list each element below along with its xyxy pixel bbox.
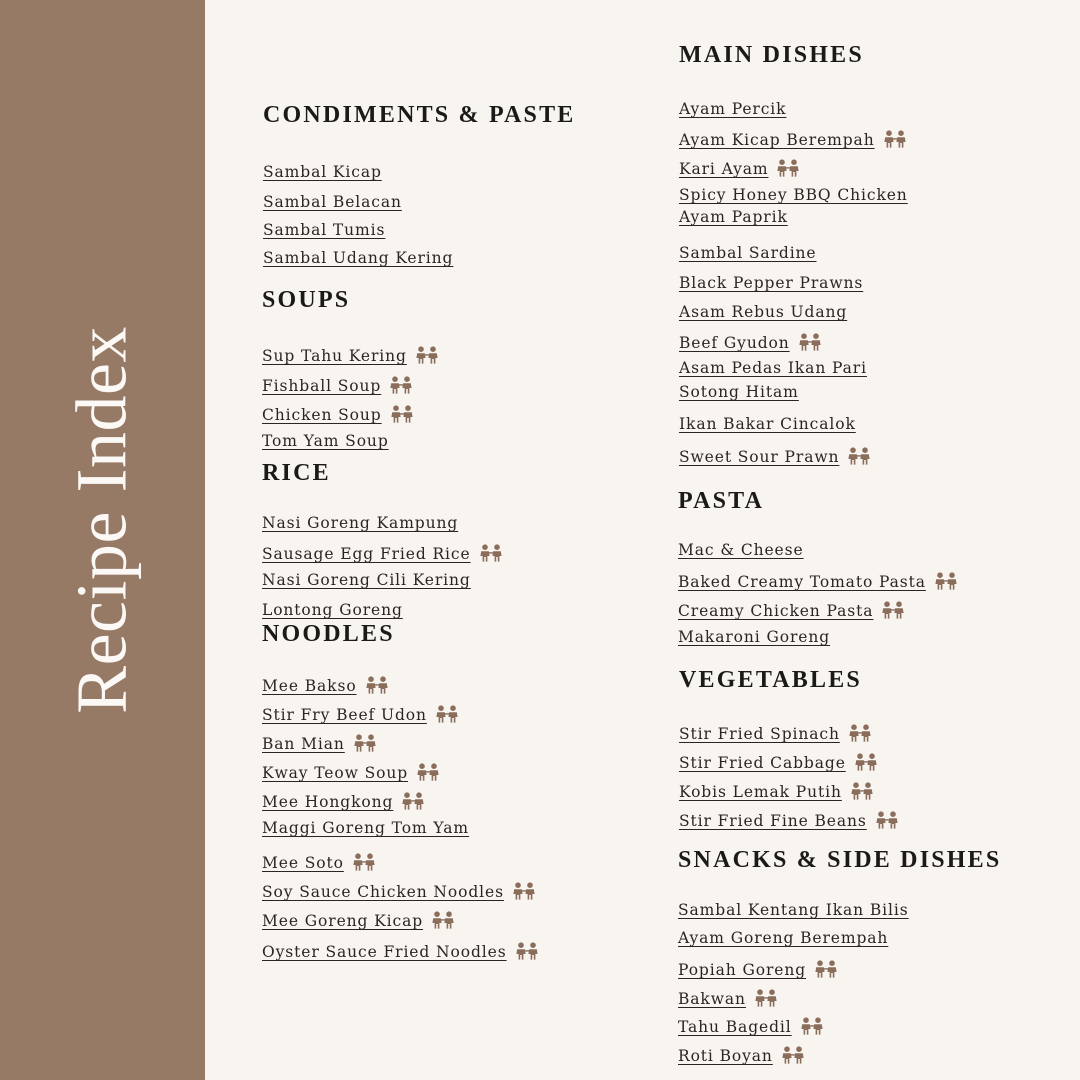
section-title: MAIN DISHES — [679, 42, 864, 68]
recipe-link[interactable]: Black Pepper Prawns — [679, 274, 864, 292]
kids-icon — [847, 447, 871, 469]
section-soups — [262, 287, 407, 450]
kids-icon — [353, 734, 377, 756]
list-item — [679, 724, 872, 746]
recipe-link[interactable]: Stir Fry Beef Udon — [262, 706, 427, 724]
list-item — [262, 434, 389, 450]
list-item — [679, 753, 878, 775]
list-item — [262, 376, 413, 398]
recipe-link[interactable]: Sweet Sour Prawn — [679, 448, 840, 466]
kids-icon — [881, 601, 905, 623]
list-item — [678, 601, 905, 623]
list-item — [679, 333, 822, 355]
recipe-link[interactable]: Sambal Belacan — [263, 193, 402, 211]
section-vegetables — [679, 667, 867, 830]
kids-icon — [800, 1017, 824, 1039]
recipe-link[interactable]: Roti Boyan — [678, 1047, 773, 1065]
recipe-link[interactable]: Sambal Udang Kering — [263, 249, 454, 267]
recipe-link[interactable]: Maggi Goreng Tom Yam — [262, 819, 470, 837]
list-item — [263, 223, 385, 239]
list-item — [679, 130, 907, 152]
list-item — [263, 251, 453, 267]
recipe-link[interactable]: Ayam Percik — [679, 100, 787, 118]
section-title: SOUPS — [262, 287, 351, 313]
kids-icon — [415, 346, 439, 368]
kids-icon — [352, 853, 376, 875]
recipe-link[interactable]: Sotong Hitam — [679, 383, 799, 401]
recipe-link[interactable]: Stir Fried Spinach — [679, 725, 840, 743]
kids-icon — [798, 333, 822, 355]
list-item — [678, 630, 830, 646]
list-item — [262, 676, 389, 698]
section-title: VEGETABLES — [679, 667, 862, 693]
recipe-link[interactable]: Makaroni Goreng — [678, 628, 831, 646]
recipe-link[interactable]: Sup Tahu Kering — [262, 347, 407, 365]
list-item — [263, 195, 402, 211]
list-item — [263, 165, 382, 181]
kids-icon — [848, 724, 872, 746]
section-title: CONDIMENTS & PASTE — [263, 102, 576, 128]
recipe-link[interactable]: Ban Mian — [262, 735, 345, 753]
kids-icon — [431, 911, 455, 933]
recipe-link[interactable]: Asam Pedas Ikan Pari — [679, 359, 867, 377]
list-item — [262, 346, 439, 368]
list-item — [679, 811, 899, 833]
recipe-link[interactable]: Stir Fried Fine Beans — [679, 812, 867, 830]
list-item — [262, 821, 469, 837]
recipe-link[interactable]: Sambal Sardine — [679, 244, 817, 262]
kids-icon — [401, 792, 425, 814]
kids-icon — [390, 405, 414, 427]
recipe-link[interactable]: Tahu Bagedil — [678, 1018, 792, 1036]
section-snacks — [678, 847, 1002, 1065]
recipe-link[interactable]: Mee Soto — [262, 854, 344, 872]
recipe-link[interactable]: Ayam Kicap Berempah — [679, 131, 875, 149]
list-item — [678, 903, 909, 919]
list-item — [262, 516, 458, 532]
list-item — [262, 573, 471, 589]
recipe-link[interactable]: Ayam Paprik — [679, 208, 788, 226]
kids-icon — [365, 676, 389, 698]
recipe-link[interactable]: Kobis Lemak Putih — [679, 783, 842, 801]
recipe-link[interactable]: Bakwan — [678, 990, 746, 1008]
list-item — [262, 942, 539, 964]
kids-icon — [435, 705, 459, 727]
recipe-link[interactable]: Nasi Goreng Cili Kering — [262, 571, 471, 589]
section-condiments — [263, 102, 576, 267]
list-item — [678, 989, 778, 1011]
list-item — [262, 911, 455, 933]
list-item — [679, 159, 800, 181]
list-item — [679, 305, 847, 321]
list-item — [679, 385, 799, 401]
kids-icon — [883, 130, 907, 152]
recipe-link[interactable]: Baked Creamy Tomato Pasta — [678, 573, 926, 591]
recipe-link[interactable]: Creamy Chicken Pasta — [678, 602, 874, 620]
page-title: Recipe Index — [61, 326, 142, 714]
recipe-link[interactable]: Mee Goreng Kicap — [262, 912, 424, 930]
recipe-link[interactable]: Beef Gyudon — [679, 334, 790, 352]
kids-icon — [512, 882, 536, 904]
list-item — [678, 1046, 805, 1068]
list-item — [262, 544, 503, 566]
recipe-link[interactable]: Chicken Soup — [262, 406, 382, 424]
list-item — [262, 853, 376, 875]
section-title: SNACKS & SIDE DISHES — [678, 847, 1002, 873]
kids-icon — [776, 159, 800, 181]
list-item — [262, 792, 425, 814]
recipe-link[interactable]: Mee Bakso — [262, 677, 357, 695]
kids-icon — [515, 942, 539, 964]
list-item — [262, 405, 414, 427]
list-item — [678, 931, 888, 947]
recipe-link[interactable]: Tom Yam Soup — [262, 432, 389, 450]
list-item — [679, 102, 786, 118]
recipe-link[interactable]: Kway Teow Soup — [262, 764, 409, 782]
section-title: NOODLES — [262, 621, 395, 647]
kids-icon — [389, 376, 413, 398]
recipe-link[interactable]: Sausage Egg Fried Rice — [262, 545, 471, 563]
section-pasta — [678, 488, 926, 646]
list-item — [679, 361, 867, 377]
section-noodles — [262, 621, 507, 961]
list-item — [679, 188, 908, 204]
list-item — [262, 763, 440, 785]
recipe-link[interactable]: Fishball Soup — [262, 377, 382, 395]
kids-icon — [754, 989, 778, 1011]
kids-icon — [416, 763, 440, 785]
list-item — [679, 246, 817, 262]
recipe-link[interactable]: Sambal Kentang Ikan Bilis — [678, 901, 909, 919]
list-item — [679, 417, 856, 433]
list-item — [679, 210, 788, 226]
recipe-link[interactable]: Spicy Honey BBQ Chicken — [679, 186, 908, 204]
recipe-link[interactable]: Ayam Goreng Berempah — [678, 929, 889, 947]
sidebar — [0, 0, 205, 1080]
recipe-link[interactable]: Kari Ayam — [679, 160, 769, 178]
list-item — [678, 572, 958, 594]
list-item — [678, 543, 804, 559]
recipe-link[interactable]: Soy Sauce Chicken Noodles — [262, 883, 504, 901]
kids-icon — [875, 811, 899, 833]
kids-icon — [479, 544, 503, 566]
list-item — [262, 603, 403, 619]
list-item — [679, 447, 871, 469]
list-item — [262, 734, 377, 756]
kids-icon — [781, 1046, 805, 1068]
recipe-link[interactable]: Stir Fried Cabbage — [679, 754, 846, 772]
recipe-link[interactable]: Mac & Cheese — [678, 541, 804, 559]
recipe-link[interactable]: Lontong Goreng — [262, 601, 403, 619]
section-main — [679, 42, 908, 466]
section-title: PASTA — [678, 488, 765, 514]
recipe-link[interactable]: Mee Hongkong — [262, 793, 394, 811]
list-item — [679, 782, 874, 804]
section-title: RICE — [262, 460, 331, 486]
list-item — [679, 276, 863, 292]
kids-icon — [934, 572, 958, 594]
kids-icon — [850, 782, 874, 804]
list-item — [678, 960, 838, 982]
recipe-link[interactable]: Asam Rebus Udang — [679, 303, 848, 321]
recipe-link[interactable]: Nasi Goreng Kampung — [262, 514, 459, 532]
recipe-link[interactable]: Oyster Sauce Fried Noodles — [262, 943, 507, 961]
recipe-link[interactable]: Ikan Bakar Cincalok — [679, 415, 856, 433]
recipe-link[interactable]: Popiah Goreng — [678, 961, 807, 979]
kids-icon — [854, 753, 878, 775]
recipe-link[interactable]: Sambal Tumis — [263, 221, 386, 239]
recipe-link[interactable]: Sambal Kicap — [263, 163, 382, 181]
list-item — [262, 705, 459, 727]
list-item — [262, 882, 536, 904]
section-rice — [262, 460, 471, 619]
kids-icon — [814, 960, 838, 982]
list-item — [678, 1017, 824, 1039]
